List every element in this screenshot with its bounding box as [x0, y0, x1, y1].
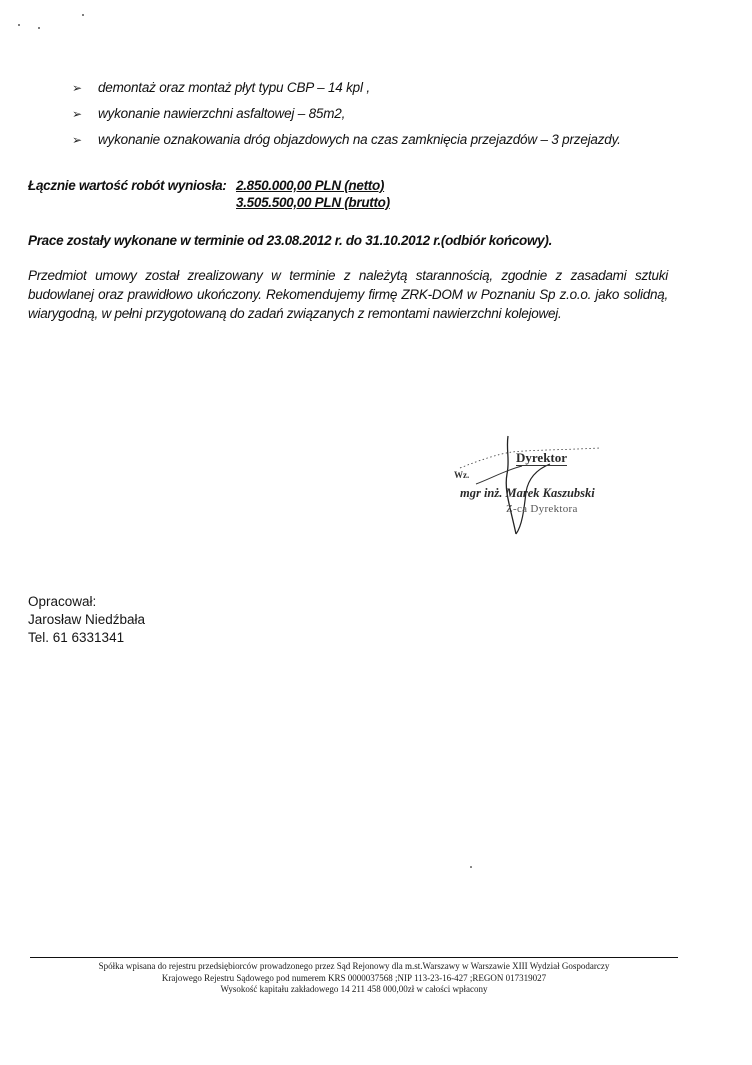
list-item-text: wykonanie nawierzchni asfaltowej – 85m2, — [98, 106, 346, 121]
company-registration-footer — [30, 961, 678, 996]
stamp-name: mgr inż. Marek Kaszubski — [460, 486, 595, 500]
footer-line-2: Krajowego Rejestru Sądowego pod numerem KRS 0000037568 ;NIP 113-23-16-427 ;REGON 017319027 — [161, 972, 547, 983]
footer-line-1: Spółka wpisana do rejestru przedsiębiorców prowadzonego przez Sąd Rejonowy dla m.st.Warszawy w Warszawie XIII Wydział Gospodarczy — [98, 961, 610, 971]
total-brutto: 3.505.500,00 PLN (brutto) — [236, 195, 390, 210]
list-item — [72, 106, 712, 132]
recommendation-paragraph: Przedmiot umowy został zrealizowany w terminie z należytą starannością, zgodnie z zasadami sztuki budowlanej oraz prawidłowo ukończony. Rekomendujemy firmę ZRK-DOM w Poznaniu Sp z.o.o. jako solidną, wiarygodną, w pełni przygotowaną do zadań związanych z remontami nawierzchni kolejowej. — [28, 268, 668, 321]
prepared-by-block — [28, 593, 145, 647]
prepared-name: Jarosław Niedźbała — [28, 612, 146, 627]
footer-divider — [30, 957, 678, 958]
work-items-list — [72, 80, 712, 158]
arrowhead-bullet-icon: ➢ — [72, 81, 82, 95]
arrowhead-bullet-icon: ➢ — [72, 107, 82, 121]
stamp-wz: Wz. — [454, 470, 470, 480]
total-value-block — [28, 178, 390, 212]
total-netto: 2.850.000,00 PLN (netto) — [236, 178, 385, 193]
scan-speck — [470, 866, 472, 868]
footer-line-3: Wysokość kapitału zakładowego 14 211 458 000,00zł w całości wpłacony — [220, 984, 488, 994]
list-item — [72, 80, 712, 106]
prepared-label: Opracował: — [28, 594, 97, 609]
total-value-label: Łącznie wartość robót wyniosła: — [28, 178, 227, 193]
stamp-title: Dyrektor — [516, 450, 568, 465]
list-item — [72, 132, 712, 158]
list-item-text: wykonanie oznakowania dróg objazdowych na czas zamknięcia przejazdów – 3 przejazdy. — [98, 132, 621, 147]
prepared-phone: Tel. 61 6331341 — [28, 630, 125, 645]
completion-dates: Prace zostały wykonane w terminie od 23.08.2012 r. do 31.10.2012 r.(odbiór końcowy). — [28, 233, 553, 248]
arrowhead-bullet-icon: ➢ — [72, 133, 82, 147]
list-item-text: demontaż oraz montaż płyt typu CBP – 14 kpl , — [98, 80, 370, 95]
stamp-role: Z-ca Dyrektora — [506, 503, 578, 515]
signature-stamp — [440, 430, 670, 550]
